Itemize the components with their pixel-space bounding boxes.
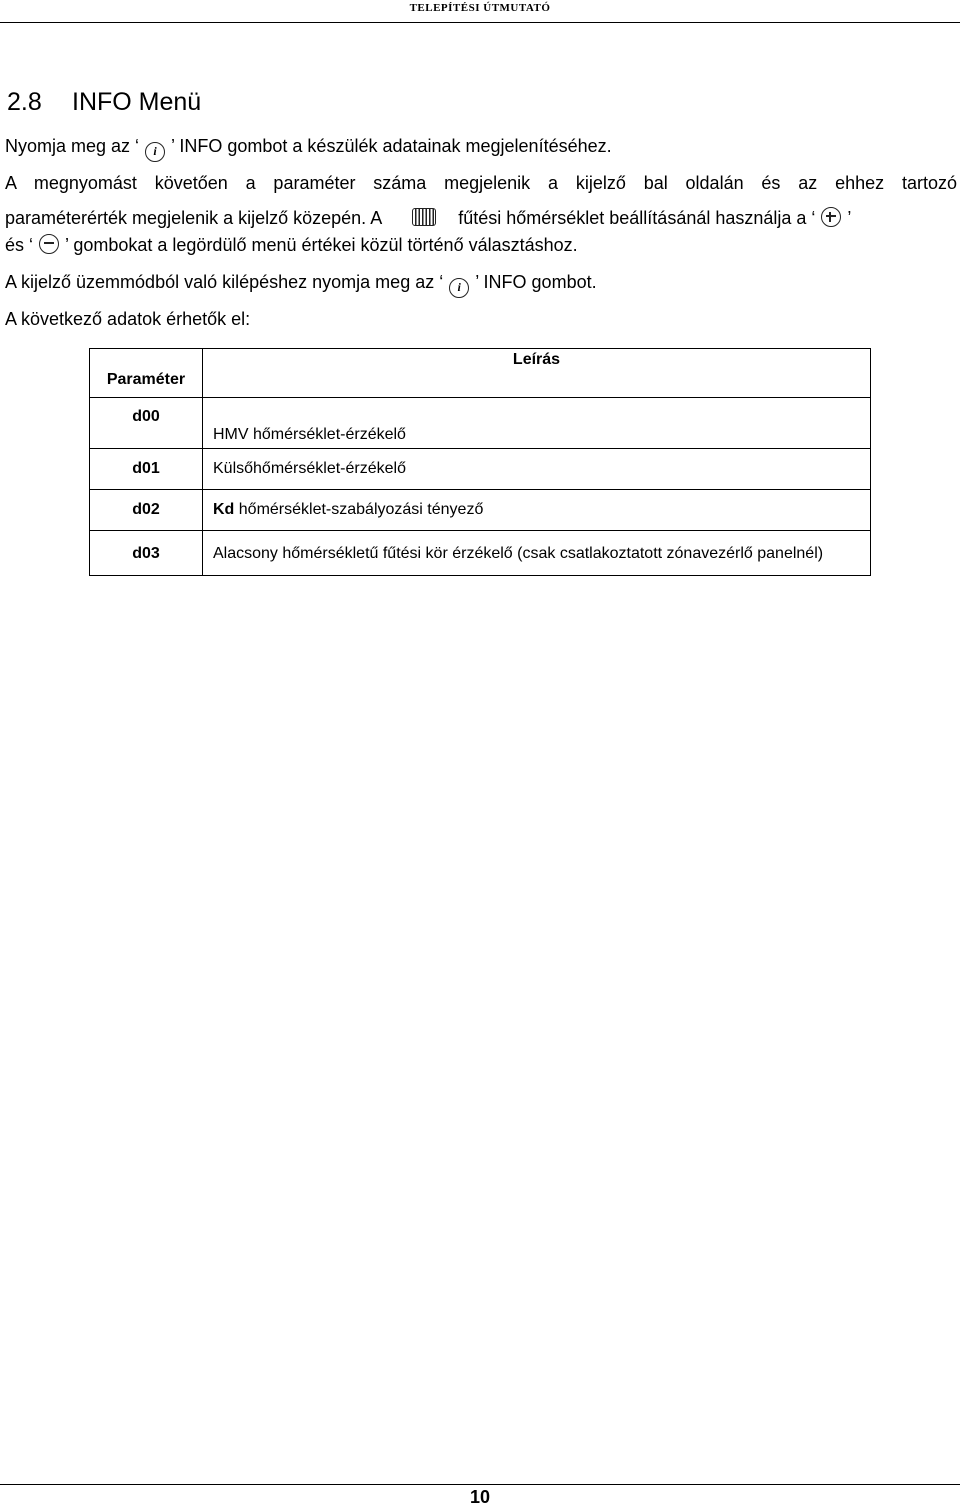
paragraph-line bbox=[5, 207, 851, 229]
paragraph-text: ’ INFO gombot a készülék adatainak megjelenítéséhez. bbox=[171, 136, 612, 156]
parameter-description bbox=[203, 398, 871, 449]
parameter-code: d01 bbox=[90, 449, 203, 490]
paragraph-text: fűtési hőmérséklet beállításánál használja a ‘ bbox=[458, 208, 816, 228]
paragraph-text: és ‘ bbox=[5, 235, 34, 255]
description-text: HMV hőmérséklet-érzékelő bbox=[213, 426, 406, 443]
minus-icon bbox=[39, 234, 59, 254]
paragraph-text: ’ bbox=[847, 208, 852, 228]
parameter-description bbox=[203, 449, 871, 490]
description-text: hőmérséklet-szabályozási tényező bbox=[234, 501, 484, 518]
table-row bbox=[90, 449, 871, 490]
table-row bbox=[90, 398, 871, 449]
paragraph-info-intro bbox=[5, 135, 612, 162]
paragraph-line bbox=[5, 234, 578, 256]
table-row bbox=[90, 490, 871, 531]
paragraph-text: A kijelző üzemmódból való kilépéshez nyomja meg az ‘ bbox=[5, 272, 444, 292]
parameter-description bbox=[203, 490, 871, 531]
column-header-parameter: Paraméter bbox=[90, 349, 203, 398]
radiator-icon bbox=[412, 208, 436, 226]
description-text: Alacsony hőmérsékletű fűtési kör érzékelő (csak csatlakoztatott zónavezérlő panelnél) bbox=[213, 544, 824, 562]
table-header-row bbox=[90, 349, 871, 398]
footer-rule bbox=[0, 1484, 960, 1485]
parameter-code: d02 bbox=[90, 490, 203, 531]
paragraph-exit-info bbox=[5, 271, 597, 298]
column-header-description: Leírás bbox=[203, 349, 871, 398]
paragraph-line: A megnyomást követően a paraméter száma megjelenik a kijelző bal oldalán és az ehhez tartozó bbox=[5, 173, 957, 193]
header-rule bbox=[0, 22, 960, 23]
info-icon: i bbox=[145, 142, 165, 162]
parameter-code: d00 bbox=[90, 398, 203, 449]
paragraph-text: Nyomja meg az ‘ bbox=[5, 136, 140, 156]
description-text: Külsőhőmérséklet-érzékelő bbox=[213, 460, 406, 477]
paragraph-text: ’ INFO gombot. bbox=[475, 272, 597, 292]
parameter-code: d03 bbox=[90, 531, 203, 576]
paragraph-available-data: A következő adatok érhetők el: bbox=[5, 309, 251, 329]
section-number: 2.8 bbox=[7, 88, 42, 116]
info-icon: i bbox=[449, 278, 469, 298]
parameter-description bbox=[203, 531, 871, 576]
section-heading bbox=[7, 88, 201, 117]
document-header-title: TELEPÍTÉSI ÚTMUTATÓ bbox=[409, 2, 551, 14]
info-parameters-table bbox=[89, 348, 871, 576]
paragraph-text: ’ gombokat a legördülő menü értékei közül történő választáshoz. bbox=[65, 235, 578, 255]
plus-icon bbox=[821, 207, 841, 227]
paragraph-text: paraméterérték megjelenik a kijelző közepén. A bbox=[5, 208, 383, 228]
table-row bbox=[90, 531, 871, 576]
description-bold-term: Kd bbox=[213, 501, 235, 518]
section-title: INFO Menü bbox=[72, 88, 202, 116]
page-number: 10 bbox=[469, 1487, 491, 1507]
